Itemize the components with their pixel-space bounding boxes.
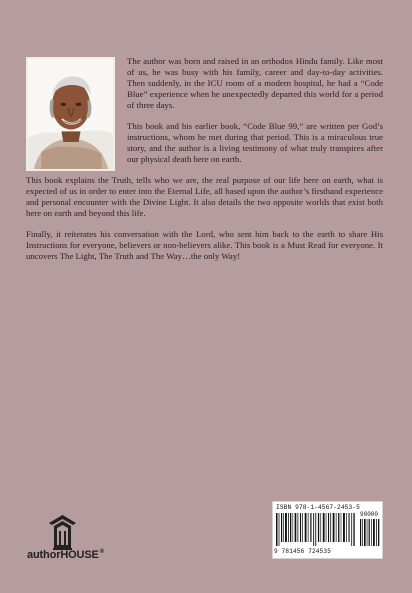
isbn-label: ISBN 978-1-4567-2453-5	[276, 504, 360, 511]
description-paragraph-4: Finally, it reiterates his conversation with the Lord, who sent him back to the earth to share His Instructions for everyone, believers or non-believers alike. This book is a Must Read for everyone. It uncovers The Light, The Truth and The Way…the only Way!	[26, 229, 383, 261]
description-paragraph-3: This book explains the Truth, tells who we are, the real purpose of our life here on earth, what is expected of us in order to enter into the Eternal Life, all based upon the author’s firsthand experience and personal encounter with the Divine Light. It also details the two opposite worlds that exist both here on earth and beyond this life.	[26, 175, 383, 218]
publisher-trademark: ®	[99, 549, 104, 555]
isbn-barcode	[272, 501, 383, 559]
publisher-logo	[27, 514, 109, 560]
back-cover-description	[26, 56, 383, 272]
publisher-house-icon	[47, 514, 78, 551]
publisher-name-suffix: HOUSE	[60, 549, 99, 561]
publisher-name-prefix: author	[27, 549, 61, 561]
photo-wrap-spacer	[26, 56, 127, 172]
publisher-wordmark	[27, 549, 109, 561]
price-addon-digits: 90000	[360, 511, 379, 518]
barcode-digits: 9 781456 724535	[274, 548, 332, 555]
barcode-main-bars	[276, 513, 355, 546]
description-paragraph-1: The author was born and raised in an orthodox Hindu family. Like most of us, he was busy with his family, career and day-to-day activities. Then suddenly, in the ICU room of a modern hospital, he had a “Code Blue” experience when he unexpectedly departed this world for a period of three days.	[127, 56, 383, 110]
barcode-addon-bars	[360, 519, 380, 546]
description-paragraph-2: This book and his earlier book, “Code Blue 99,” are written per God’s instructions, whom he met during that period. This is a miraculous true story, and the author is a living testimony of what truly transpires after our physical death here on earth.	[127, 121, 383, 164]
